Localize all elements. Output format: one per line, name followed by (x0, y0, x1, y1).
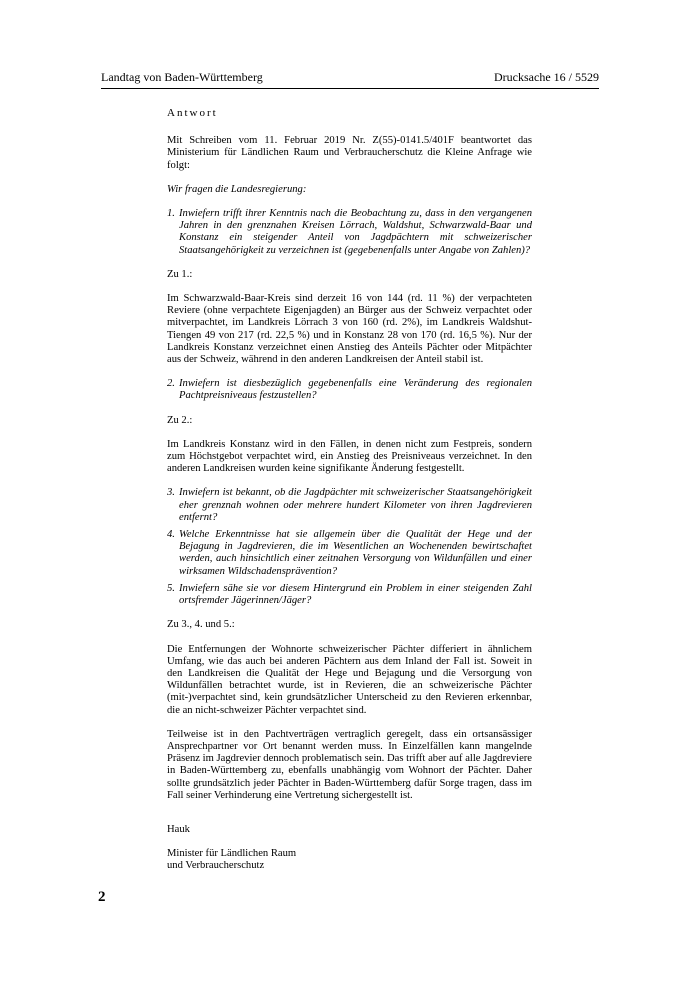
answer-paragraph: Teilweise ist in den Pachtverträgen vertraglich geregelt, dass ein ortsansässiger Ansprechpartner vor Ort benannt werden muss. In Einzelfällen kann mangelnde Präsenz im Jagdrevier dennoch problematisch sein. Das trifft aber auf alle Jagdreviere in Baden-Württemberg zu, ebenfalls unabhängig vom Wohnort der Pächter. Daher sollte grundsätzlich jeder Pächter in Baden-Württemberg dafür Sorge tragen, dass im Fall seiner Verhinderung eine Vertretung sichergestellt ist. (167, 728, 532, 801)
signature-title-line2: und Verbraucherschutz (167, 860, 265, 872)
question-number: 1. (167, 208, 175, 220)
question-text: Inwiefern trifft ihrer Kenntnis nach die Beobachtung zu, dass in den vergangenen Jahren in den grenznahen Kreisen Lörrach, Waldshut, Schwarzwald-Baar und Konstanz ein steigender Anteil von Jagdpächtern mit schweizerischer Staatsangehörigkeit zu verzeichnen ist (gegebenenfalls unter Angabe von Zahlen)? (179, 208, 532, 256)
answer-label: Zu 2.: (167, 414, 193, 426)
question-3 (167, 487, 532, 524)
running-header (101, 68, 599, 89)
intro-paragraph: Mit Schreiben vom 11. Februar 2019 Nr. Z(55)-0141.5/401F beantwortet das Ministerium für Ländlichen Raum und Verbraucherschutz die Kleine Anfrage wie folgt: (167, 135, 532, 171)
header-right: Drucksache 16 / 5529 (494, 70, 599, 84)
question-text: Inwiefern ist diesbezüglich gegebenenfalls eine Veränderung des regionalen Pachtpreisniveaus festzustellen? (179, 378, 532, 402)
question-text: Inwiefern ist bekannt, ob die Jagdpächter mit schweizerischer Staatsangehörigkeit eher grenznah wohnen oder mehrere hundert Kilometer von ihren Jagdrevieren entfernt? (179, 487, 532, 523)
question-number: 3. (167, 487, 175, 499)
answer-heading: Antwort (167, 107, 218, 119)
signature-title-line1: Minister für Ländlichen Raum (167, 848, 297, 860)
signature-name: Hauk (167, 823, 190, 835)
question-2 (167, 378, 532, 402)
header-left: Landtag von Baden-Württemberg (101, 70, 263, 84)
answer-label: Zu 3., 4. und 5.: (167, 619, 235, 631)
question-text: Inwiefern sähe sie vor diesem Hintergrund ein Problem in einer steigenden Zahl ortsfremder Jägerinnen/Jäger? (179, 582, 532, 607)
question-number: 4. (167, 529, 175, 541)
question-number: 2. (167, 378, 175, 390)
answer-paragraph: Im Landkreis Konstanz wird in den Fällen, in denen nicht zum Festpreis, sondern zum Höchstgebot verpachtet wird, ein Anstieg des Preisniveaus verzeichnet. In den anderen Landkreisen wurden keine signifikante Änderung festgestellt. (167, 438, 532, 475)
lead-question: Wir fragen die Landesregierung: (167, 183, 307, 195)
page-number: 2 (98, 889, 106, 905)
question-5 (167, 583, 532, 607)
answer-label: Zu 1.: (167, 268, 193, 280)
question-4 (167, 529, 532, 578)
answer-paragraph: Die Entfernungen der Wohnorte schweizerischer Pächter differiert in ähnlichem Umfang, wie das auch bei anderen Pächtern aus dem Inland der Fall ist. Soweit in den Landkreisen die Qualität der Hege und Bejagung und die Versorgung von Wildunfällen betrachtet wurde, ist in Revieren, die an schweizerische Pächter (mit-)verpachtet sind, kein grundsätzlicher Unterscheid zu den Revieren erkennbar, die an nicht-schweizer Pächter verpachtet sind. (167, 643, 532, 716)
answer-paragraph: Im Schwarzwald-Baar-Kreis sind derzeit 16 von 144 (rd. 11 %) der verpachteten Reviere (ohne verpachtete Eigenjagden) an Bürger aus der Schweiz verpachtet oder mitverpachtet, im Landkreis Lörrach 3 von 160 (rd. 2%), im Landkreis Waldshut-Tiengen 49 von 217 (rd. 22,5 %) und in Konstanz 28 von 170 (rd. 16,5 %). Nur der Landkreis Konstanz verzeichnet einen Anstieg des Anteils Pächter oder Mitpächter aus der Schweiz, während in den anderen Landkreisen der Anteil stabil ist. (167, 293, 532, 366)
question-text: Welche Erkenntnisse hat sie allgemein über die Qualität der Hege und der Bejagung in Jagdrevieren, die im Wesentlichen an Wochenenden bewirtschaftet werden, auch hinsichtlich einer zeitnahen Versorgung von Wildunfällen und einer wirksamen Wildschadensprävention? (179, 529, 532, 577)
document-body (167, 107, 532, 873)
question-1 (167, 208, 532, 257)
question-number: 5. (167, 582, 175, 594)
